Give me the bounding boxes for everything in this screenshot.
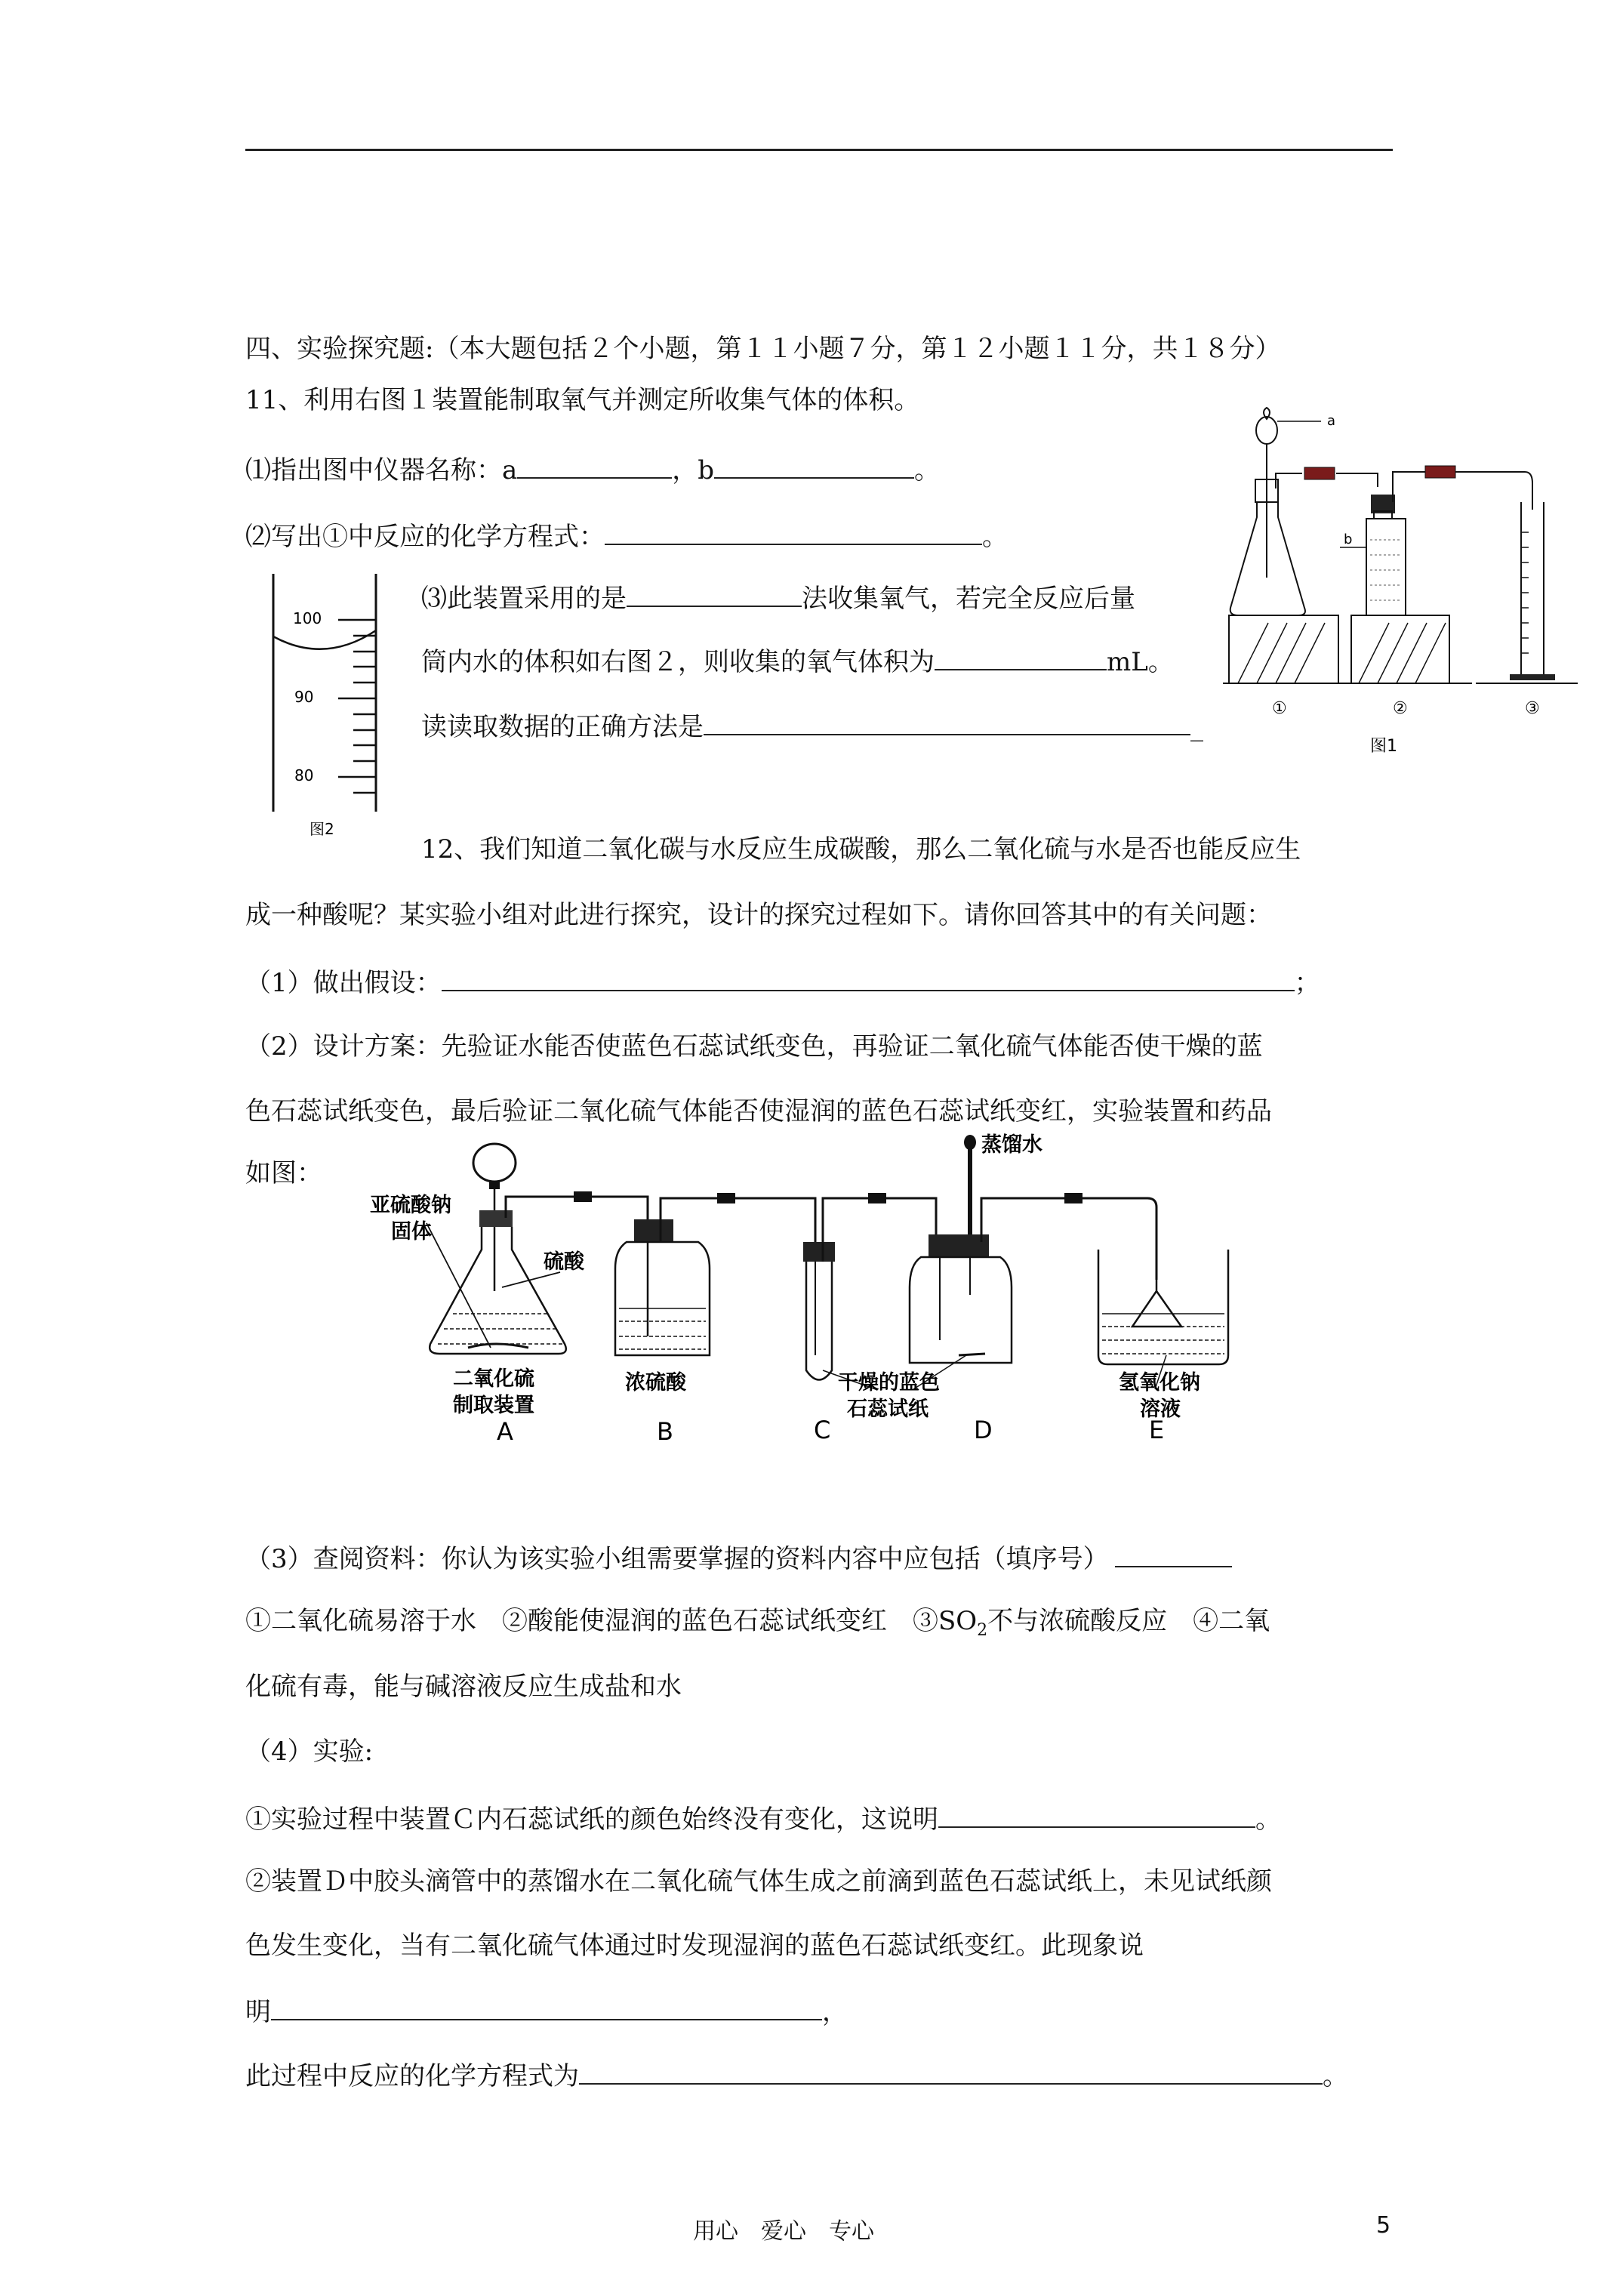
label-sodium-sulfite-2: 固体 [391, 1220, 432, 1244]
label-distilled-water: 蒸馏水 [981, 1133, 1042, 1157]
q12-part3 [245, 1540, 1232, 1576]
header-rule [245, 149, 1393, 151]
options-text-a: ①二氧化硫易溶于水 ②酸能使湿润的蓝色石蕊试纸变红 ③SO [245, 1606, 978, 1636]
tick-label-90: 90 [294, 688, 314, 706]
figure-2-cylinder [257, 570, 393, 842]
item2-line3-prefix: 明 [245, 1997, 271, 2027]
answer-blank-c-conclusion[interactable] [938, 1801, 1255, 1828]
letter-e: E [1149, 1416, 1165, 1444]
q11-part1-prefix: ⑴指出图中仪器名称：a [245, 455, 518, 485]
q12-intro-line2: 成一种酸呢？某实验小组对此进行探究，设计的探究过程如下。请你回答其中的有关问题： [245, 900, 1272, 930]
figure-2-caption: 图2 [310, 820, 334, 838]
q12-part1 [245, 964, 1320, 1000]
q12-part3-options-line1 [245, 1604, 1270, 1647]
label-a-caption-1: 二氧化硫 [453, 1367, 534, 1391]
q12-part4-item1 [245, 1801, 1281, 1836]
figure-1-caption: 图1 [1370, 737, 1397, 756]
item3-end: 。 [1323, 2061, 1348, 2091]
q11-part3-line2-suffix: mL。 [1107, 647, 1174, 677]
answer-blank-hypothesis[interactable] [442, 964, 1295, 991]
q11-part2-prefix: ⑵写出①中反应的化学方程式： [245, 522, 605, 552]
tick-label-80: 80 [294, 766, 314, 784]
letter-b: B [657, 1417, 673, 1446]
label-num-3: ③ [1525, 699, 1540, 718]
label-num-2: ② [1393, 699, 1408, 718]
q11-part3-line1 [421, 580, 1135, 615]
q11-part3-line3-suffix: _ [1190, 712, 1203, 742]
q12-part2-line2: 色石蕊试纸变色，最后验证二氧化硫气体能否使湿润的蓝色石蕊试纸变红，实验装置和药品 [245, 1096, 1272, 1126]
label-naoh-2: 溶液 [1140, 1398, 1181, 1421]
q12-apparatus-diagram [355, 1129, 1434, 1461]
page-number: 5 [1376, 2212, 1391, 2239]
letter-a: A [497, 1417, 513, 1446]
letter-c: C [814, 1416, 831, 1444]
q11-part2-end: 。 [982, 522, 1008, 552]
answer-blank-d-conclusion[interactable] [271, 1993, 822, 2020]
item1-end: 。 [1255, 1804, 1281, 1835]
q12-intro-line1: 12、我们知道二氧化碳与水反应生成碳酸，那么二氧化硫与水是否也能反应生 [421, 834, 1301, 864]
q12-part4-item2-line2: 色发生变化，当有二氧化硫气体通过时发现湿润的蓝色石蕊试纸变红。此现象说 [245, 1931, 1144, 1961]
label-sulfuric-acid: 硫酸 [544, 1250, 584, 1274]
label-dry-litmus-2: 石蕊试纸 [847, 1398, 929, 1421]
q12-part4-item2-line3 [245, 1993, 848, 2029]
item1-prefix: ①实验过程中装置Ｃ内石蕊试纸的颜色始终没有变化，这说明 [245, 1804, 938, 1835]
answer-blank-reaction-equation[interactable] [579, 2057, 1323, 2085]
answer-blank-volume[interactable] [935, 643, 1107, 670]
label-sodium-sulfite-1: 亚硫酸钠 [370, 1194, 451, 1217]
q11-part3-line2-prefix: 筒内水的体积如右图２，则收集的氧气体积为 [421, 647, 935, 677]
answer-blank-b[interactable] [714, 451, 914, 479]
label-conc-sulfuric: 浓硫酸 [625, 1371, 686, 1395]
answer-blank-method[interactable] [627, 580, 802, 607]
label-b: b [1344, 532, 1353, 547]
item3-prefix: 此过程中反应的化学方程式为 [245, 2061, 579, 2091]
q11-part3-line3-prefix: 读读取数据的正确方法是 [421, 712, 704, 742]
label-naoh-1: 氢氧化钠 [1119, 1371, 1200, 1395]
q12-part2-line1: （2）设计方案：先验证水能否使蓝色石蕊试纸变色，再验证二氧化硫气体能否使干燥的蓝 [245, 1031, 1263, 1062]
q11-part3-suffix: 法收集氧气，若完全反应后量 [802, 584, 1135, 614]
label-a-caption-2: 制取装置 [453, 1394, 534, 1417]
answer-blank-equation[interactable] [605, 518, 982, 545]
label-a: a [1327, 413, 1336, 429]
q12-part4-item3 [245, 2057, 1348, 2093]
q11-part3-line2 [421, 643, 1174, 679]
answer-blank-references[interactable] [1115, 1540, 1232, 1567]
q12-part4-item2-line1: ②装置Ｄ中胶头滴管中的蒸馏水在二氧化硫气体生成之前滴到蓝色石蕊试纸上，未见试纸颜 [245, 1866, 1272, 1897]
q12-part3-options-line2: 化硫有毒，能与碱溶液反应生成盐和水 [245, 1672, 682, 1702]
so2-subscript: 2 [977, 1620, 988, 1640]
answer-blank-reading-method[interactable] [704, 708, 1190, 735]
q12-part1-prefix: （1）做出假设： [245, 968, 442, 998]
q11-part2 [245, 518, 1008, 553]
letter-d: D [974, 1416, 993, 1444]
q12-part4-title: （4）实验: [245, 1737, 374, 1767]
figure-1-apparatus [1223, 396, 1578, 766]
q12-part3-prefix: （3）查阅资料：你认为该实验小组需要掌握的资料内容中应包括（填序号） [245, 1544, 1109, 1574]
options-text-b: 不与浓硫酸反应 ④二氧 [987, 1606, 1270, 1636]
label-num-1: ① [1272, 699, 1287, 718]
q11-part3-line3 [421, 708, 1203, 744]
q12-part1-end: ； [1294, 968, 1320, 998]
q11-intro: 11、利用右图１装置能制取氧气并测定所收集气体的体积。 [245, 385, 920, 415]
footer-motto: 用心 爱心 专心 [693, 2218, 874, 2245]
q12-part2-line3: 如图： [245, 1158, 322, 1188]
item2-line3-end: ， [822, 1997, 848, 2027]
q11-part1 [245, 451, 940, 487]
section-heading: 四、实验探究题:（本大题包括２个小题，第１１小题７分，第１２小题１１分，共１８分） [245, 334, 1281, 364]
answer-blank-a[interactable] [517, 451, 672, 479]
q11-part1-end: 。 [914, 455, 941, 485]
q11-part1-mid: ，b [672, 455, 715, 485]
q11-part3-prefix: ⑶此装置采用的是 [421, 584, 627, 614]
tick-label-100: 100 [293, 609, 322, 627]
label-dry-litmus-1: 干燥的蓝色 [838, 1371, 940, 1395]
